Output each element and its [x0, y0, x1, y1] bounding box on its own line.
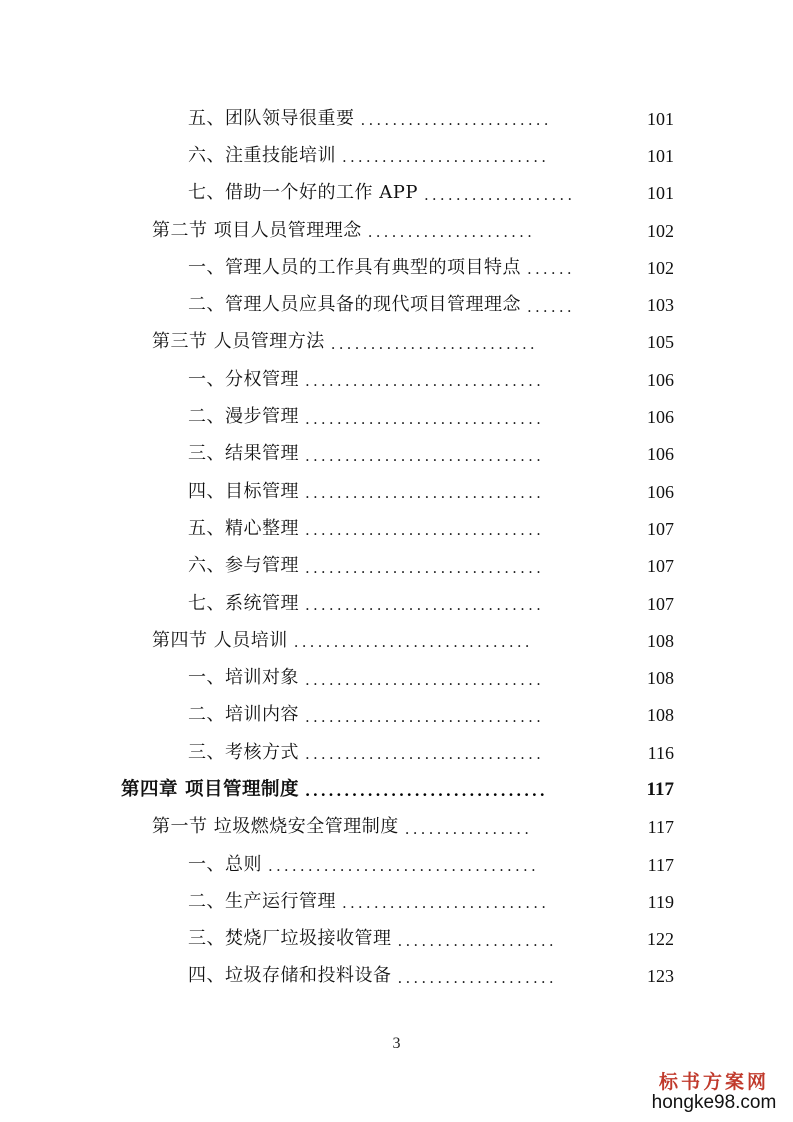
toc-entry[interactable] [0, 436, 793, 473]
toc-entry-title: 六、参与管理 [188, 555, 299, 577]
toc-entry-title: 四、目标管理 [188, 480, 299, 502]
toc-entry[interactable] [0, 175, 793, 212]
toc-entry-title: 二、管理人员应具备的现代项目管理理念 [188, 294, 521, 316]
toc-entry[interactable] [0, 883, 793, 920]
toc-page-number: 108 [647, 705, 674, 726]
toc-page-number: 119 [647, 891, 674, 912]
toc-dot-leader: .............................. [305, 560, 545, 576]
toc-page-number: 116 [647, 742, 674, 763]
toc-dot-leader: ........................ [360, 113, 552, 129]
toc-entry-title: 二、漫步管理 [188, 406, 299, 428]
toc-dot-leader: .............................. [305, 523, 545, 539]
toc-page-number: 108 [647, 630, 674, 651]
toc-page-number: 106 [647, 444, 674, 465]
toc-entry-title: 一、分权管理 [188, 368, 299, 390]
toc-entry[interactable] [0, 100, 793, 137]
toc-entry-title: 第四章 项目管理制度 [121, 778, 299, 800]
toc-page-number: 122 [647, 929, 674, 950]
toc-page-number: 107 [647, 593, 674, 614]
toc-page-number: 117 [646, 779, 674, 801]
toc-dot-leader: .......................... [330, 336, 538, 352]
toc-entry-title: 五、团队领导很重要 [188, 107, 355, 129]
toc-page-number: 106 [647, 407, 674, 428]
toc-dot-leader: .............................. [293, 635, 533, 651]
toc-dot-leader: ..................... [367, 225, 536, 241]
toc-page-number: 107 [647, 518, 674, 539]
toc-entry-title: 三、考核方式 [188, 741, 299, 763]
toc-dot-leader: .............................. [305, 411, 545, 427]
toc-entry[interactable] [0, 958, 793, 995]
toc-entry-title: 一、培训对象 [188, 667, 299, 689]
site-watermark [649, 1072, 779, 1114]
toc-entry-title: 三、焚烧厂垃圾接收管理 [188, 928, 392, 950]
toc-entry-title: 五、精心整理 [188, 517, 299, 539]
toc-entry[interactable] [0, 809, 793, 846]
toc-page-number: 108 [647, 668, 674, 689]
toc-entry[interactable] [0, 697, 793, 734]
toc-entry[interactable] [0, 548, 793, 585]
toc-entry[interactable] [0, 249, 793, 286]
toc-dot-leader: ................ [404, 821, 533, 837]
toc-entry-title: 六、注重技能培训 [188, 144, 336, 166]
page-number: 3 [392, 1035, 401, 1052]
toc-entry[interactable] [0, 286, 793, 323]
toc-entry[interactable] [0, 510, 793, 547]
toc-dot-leader: .................... [397, 970, 557, 986]
toc-entry-title: 一、总则 [188, 853, 262, 875]
toc-dot-leader: ................... [423, 187, 576, 203]
toc-page-number: 117 [647, 817, 674, 838]
toc-page-number: 106 [647, 481, 674, 502]
toc-entry[interactable] [0, 622, 793, 659]
toc-entry-title: 第三节 人员管理方法 [152, 331, 325, 353]
toc-entry-title: 第四节 人员培训 [152, 629, 288, 651]
toc-page-number: 107 [647, 556, 674, 577]
toc-page-number: 101 [647, 108, 674, 129]
toc-page-number: 105 [647, 332, 674, 353]
toc-entry[interactable] [0, 324, 793, 361]
toc-page-number: 123 [647, 966, 674, 987]
toc-page-number: 101 [647, 145, 674, 166]
toc-entry[interactable] [0, 137, 793, 174]
toc-entry[interactable] [0, 734, 793, 771]
toc-dot-leader: .............................. [305, 598, 545, 613]
toc-entry-title: 第一节 垃圾燃烧安全管理制度 [152, 816, 399, 838]
toc-page-number: 103 [647, 295, 674, 316]
toc-page-number: 101 [647, 183, 674, 204]
toc-dot-leader: .......................... [342, 896, 550, 912]
toc-dot-leader: .............................. [305, 486, 545, 502]
toc-entry[interactable] [0, 585, 793, 622]
toc-entry-title: 三、结果管理 [188, 443, 299, 465]
toc-entry-title: 四、垃圾存储和投料设备 [188, 965, 392, 987]
toc-dot-leader: ............................... [304, 784, 548, 800]
toc-entry[interactable] [0, 921, 793, 958]
toc-entry[interactable] [0, 212, 793, 249]
toc-dot-leader: ...... [527, 262, 575, 278]
toc-entry[interactable] [0, 361, 793, 398]
toc-page-number: 117 [647, 854, 674, 875]
toc-page-number: 106 [647, 369, 674, 390]
toc-entry-title: 七、借助一个好的工作 APP [188, 182, 418, 204]
table-of-contents [0, 100, 793, 995]
toc-dot-leader: .......................... [342, 150, 550, 166]
toc-dot-leader: .................................. [268, 859, 539, 875]
toc-entry-title: 一、管理人员的工作具有典型的项目特点 [188, 256, 521, 278]
toc-dot-leader: ...... [527, 299, 575, 315]
toc-dot-leader: .............................. [305, 374, 545, 390]
toc-dot-leader: .............................. [305, 672, 545, 688]
watermark-url: hongke98.com [651, 1092, 777, 1114]
toc-entry[interactable] [0, 659, 793, 696]
toc-dot-leader: .............................. [305, 709, 545, 725]
toc-dot-leader: .............................. [305, 448, 545, 464]
toc-entry[interactable] [0, 473, 793, 510]
toc-page-number: 102 [647, 220, 674, 241]
toc-entry-title: 二、培训内容 [188, 704, 299, 726]
toc-entry-title: 第二节 项目人员管理理念 [152, 219, 362, 241]
toc-dot-leader: .............................. [305, 747, 545, 763]
toc-entry[interactable] [0, 771, 793, 808]
toc-dot-leader: .................... [397, 933, 557, 949]
watermark-brand: 标书方案网 [658, 1071, 769, 1094]
toc-entry[interactable] [0, 846, 793, 883]
toc-entry[interactable] [0, 398, 793, 435]
toc-page-number: 102 [647, 257, 674, 278]
toc-entry-title: 七、系统管理 [188, 592, 299, 614]
toc-entry-title: 二、生产运行管理 [188, 890, 336, 912]
